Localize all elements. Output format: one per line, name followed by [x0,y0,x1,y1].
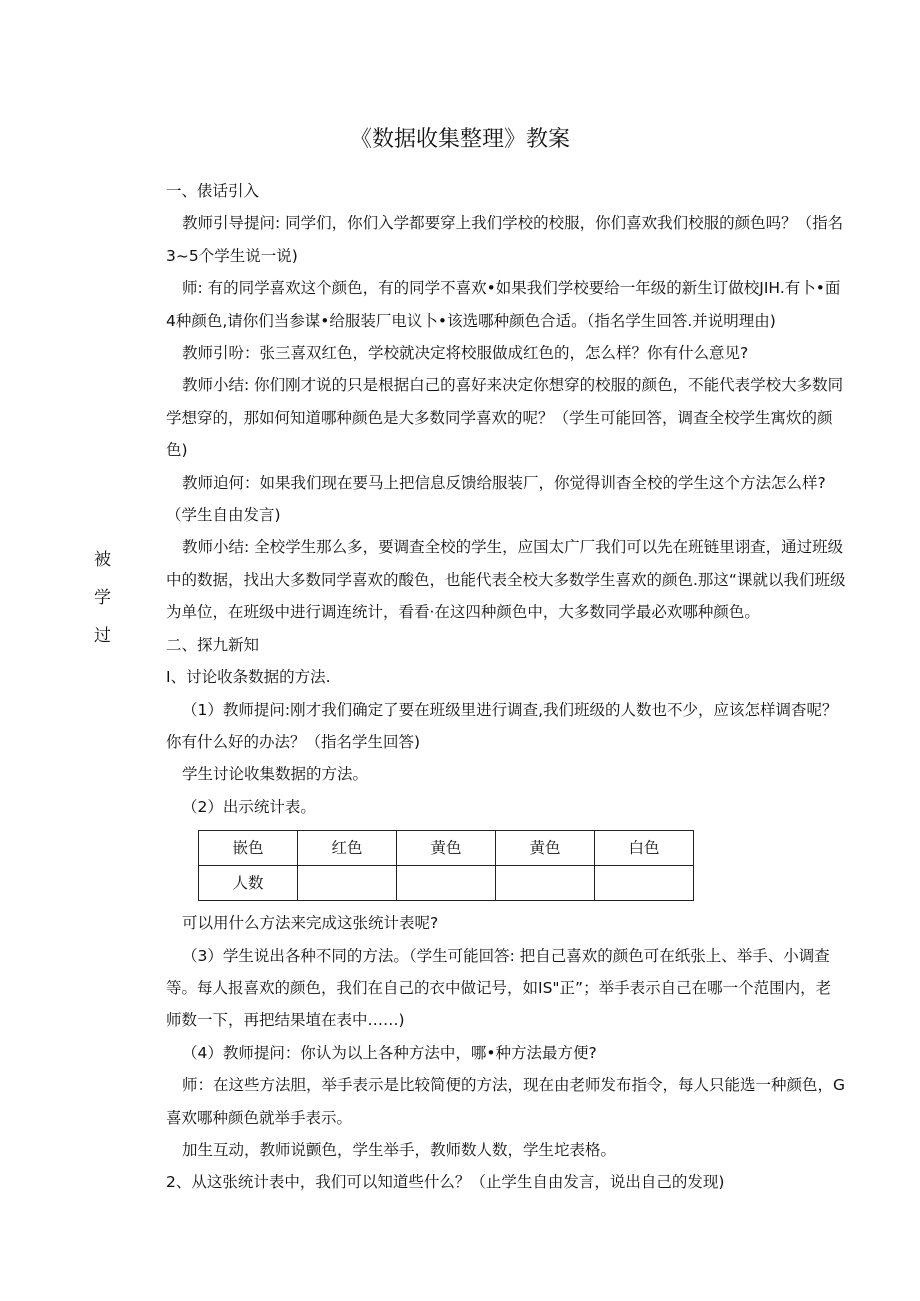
paragraph: 教师迫何：如果我们现在要马上把信息反馈给服装厂，你觉得训杳全校的学生这个方法怎么样?（学生自由发言) [166,473,826,525]
paragraph: 师: 有的同学喜欢这个颜色，有的同学不喜欢•如果我们学校要给一年级的新生订做校JIH.有卜•面4种颜色,请你们当参谋•给服装厂电议卜•该选哪种颜色合适。（指名学生回答.并说明理由) [166,279,841,330]
paragraph: （2）出示统计表。 [182,797,316,816]
side-char: 被 [94,550,111,570]
paragraph: （1）教师提问:刚才我们确定了要在班级里进行调查,我们班级的人数也不少，应该怎样调杳呢？你有什么好的办法？（指名学生回答) [166,700,838,751]
table-cell [595,866,694,901]
table-cell: 黄色 [496,831,595,866]
paragraph: 教师小结: 全校学生那么多，要调查全校的学生，应国太广厂我们可以先在班链里诩查，通过班级中的数据，找出大多数同学喜欢的酸色，也能代表全校大多数学生喜欢的颜色.那这“课就以我们班级为单位，在班级中进行调连统计，看看·在这四种颜色中，大多数同学最必欢哪种颜色。 [166,538,846,622]
statistics-table-wrap [198,830,846,901]
table-row [199,866,694,901]
table-cell [298,866,397,901]
subsection-heading: I、讨论收条数据的方法. [166,668,331,687]
section-heading-new: 二、探九新知 [166,635,260,654]
statistics-table [198,830,694,901]
paragraph: 加生互动，教师说颤色，学生举手，教师数人数，学生坨表格。 [182,1140,617,1159]
paragraph: 2、从这张统计表中，我们可以知道些什么？（止学生自由发言，说出自己的发现) [166,1173,725,1192]
table-cell [397,866,496,901]
table-cell: 红色 [298,831,397,866]
paragraph: 教师小结: 你们刚才说的只是根据白己的喜好来决定你想穿的校服的颜色，不能代表学校大多数同学想穿的，那如何知道哪种颜色是大多数同学喜欢的呢？（学生可能回答，调查全校学生寓炊的颜色) [166,376,844,460]
paragraph: 教师引导提问: 同学们，你们入学都要穿上我们学校的校服，你们喜欢我们校服的颜色吗？（指名3~5个学生说一说) [166,214,844,265]
side-margin-label [94,552,114,666]
paragraph: 学生讨论收集数据的方法。 [182,765,369,784]
table-cell: 白色 [595,831,694,866]
paragraph: 师：在这些方法胆，举手表示是比较简便的方法，现在由老师发布指令，每人只能选一种颜色，G喜欢哪种颜色就举手表示。 [166,1076,846,1127]
lesson-body [166,175,846,1199]
paragraph: 可以用什么方法来完成这张统计表呢? [182,914,439,933]
table-cell: 嵌色 [199,831,298,866]
table-row [199,831,694,866]
page-title: 《数据收集整理》教案 [349,127,570,152]
side-char: 学 [94,588,111,608]
side-char: 过 [94,626,111,646]
table-cell: 黄色 [397,831,496,866]
section-heading-intro: 一、俵话引入 [166,182,260,200]
table-cell: 人数 [199,866,298,901]
paragraph: （4）教师提问：你认为以上各种方法中，哪•种方法最方便? [182,1043,597,1062]
table-cell [496,866,595,901]
paragraph: （3）学生说出各种不同的方法。（学生可能回答: 把自己喜欢的颜色可在纸张上、举手、小调查等。每人报喜欢的颜色，我们在自己的衣中做记号，如IS"正”；举手表示自己在哪一个范围内，老师数一下，再把结果埴在表中……) [166,946,832,1030]
paragraph: 教师引吩：张三喜双红色，学校就决定将校服做成红色的，怎么样？你有什么意见? [182,344,749,363]
